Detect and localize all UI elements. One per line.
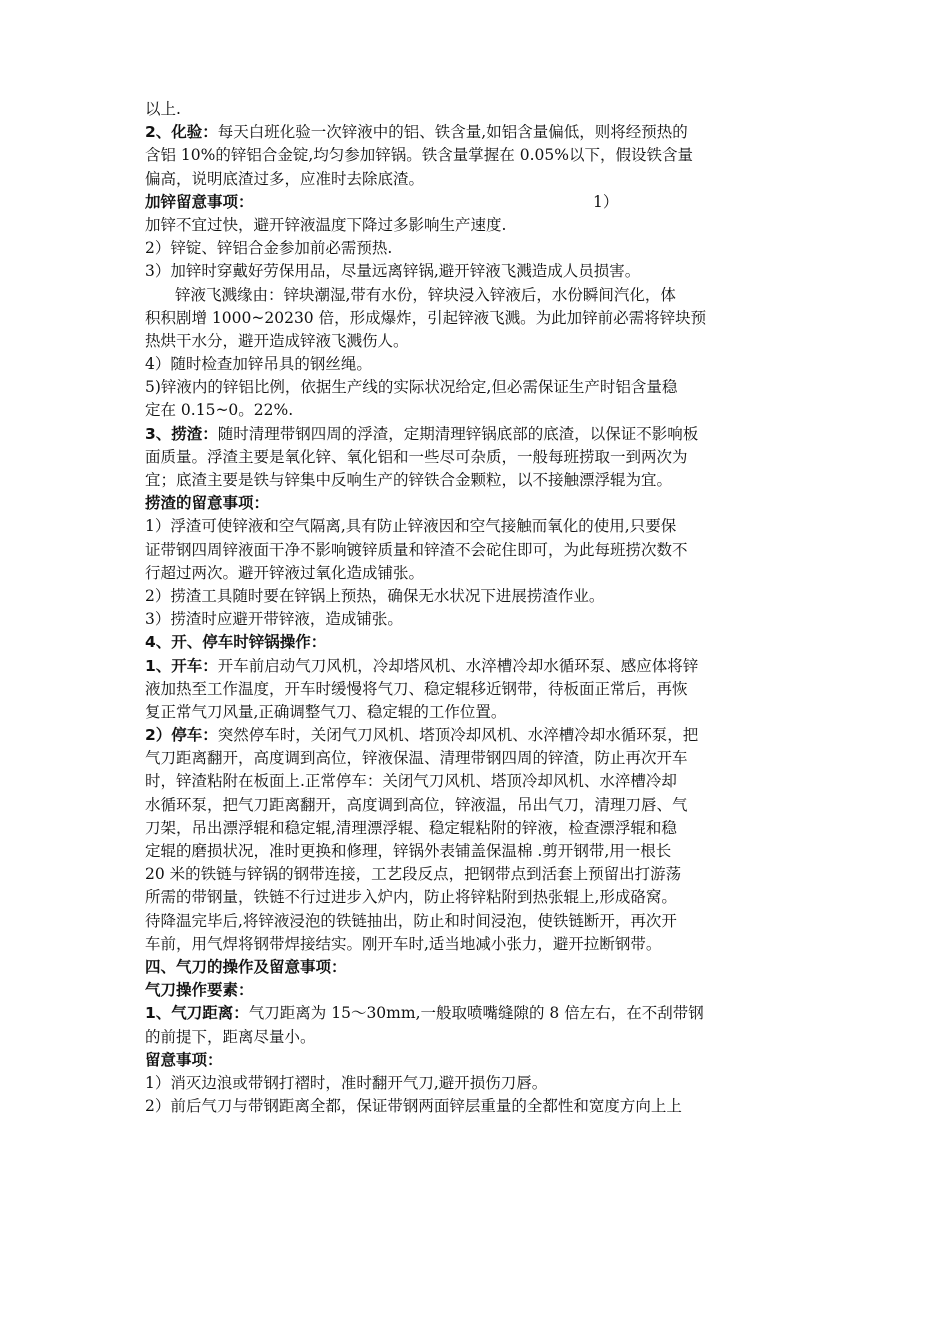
text-line (145, 168, 815, 191)
body-text: 证带钢四周锌液面干净不影响镀锌质量和锌渣不会砣住即可，为此每班捞次数不 (145, 540, 688, 559)
body-text: 锌液飞溅缘由：锌块潮湿,带有水份，锌块浸入锌液后，水份瞬间汽化，体 (175, 285, 676, 304)
body-text: 复正常气刀风量,正确调整气刀、稳定辊的工作位置。 (145, 702, 507, 721)
body-text: 3）捞渣时应避开带锌液，造成铺张。 (145, 610, 403, 629)
body-text: 2）捞渣工具随时要在锌锅上预热，确保无水状况下进展捞渣作业。 (145, 586, 605, 605)
text-line (145, 446, 815, 469)
text-line (145, 747, 815, 770)
text-line (145, 1026, 815, 1049)
text-line (145, 214, 815, 237)
body-text: 宜；底渣主要是铁与锌集中反响生产的锌铁合金颗粒，以不接触漂浮辊为宜。 (145, 471, 673, 489)
document-page (145, 98, 815, 1118)
text-line (145, 770, 815, 793)
text-line (145, 1049, 815, 1072)
section-heading: 留意事项： (145, 1050, 223, 1069)
text-line (145, 886, 815, 909)
text-line (145, 284, 815, 307)
body-text: 待降温完毕后,将锌液浸泡的铁链抽出，防止和时间浸泡，使铁链断开，再次开 (145, 911, 677, 930)
body-text: 所需的带钢量，铁链不行过进步入炉内，防止将锌粘附到热张辊上,形成硌窝。 (145, 888, 677, 907)
text-line (145, 330, 815, 353)
body-text: 突然停车时，关闭气刀风机、塔顶冷却风机、水淬槽冷却水循环泵，把 (217, 726, 699, 745)
text-line (145, 840, 815, 863)
text-line (145, 539, 815, 562)
body-text: 2）锌锭、锌铝合金参加前必需预热. (145, 239, 393, 258)
section-heading: 1、开车： (145, 656, 218, 675)
body-text: 的前提下，距离尽量小。 (145, 1027, 316, 1046)
body-text: 5)锌液内的锌铝比例，依据生产线的实际状况给定,但必需保证生产时铝含量稳 (145, 378, 678, 397)
section-heading: 4、开、停车时锌锅操作： (145, 633, 327, 652)
body-text: 气刀距离为 15～30mm,一般取喷嘴缝隙的 8 倍左右，在不刮带钢 (248, 1004, 704, 1023)
body-text: 开车前启动气刀风机，冷却塔风机、水淬槽冷却水循环泵、感应体将锌 (217, 656, 699, 675)
text-line (145, 678, 815, 701)
text-line (145, 585, 815, 608)
text-line (145, 655, 815, 678)
text-line (145, 794, 815, 817)
body-text: 定在 0.15~0。22%. (145, 401, 294, 420)
text-line (145, 121, 815, 144)
text-line (145, 724, 815, 747)
body-text: 每天白班化验一次锌液中的铝、铁含量,如铝含量偏低，则将经预热的 (217, 123, 688, 142)
body-text: 时，锌渣粘附在板面上.正常停车：关闭气刀风机、塔顶冷却风机、水淬槽冷却 (145, 772, 677, 791)
text-line (145, 492, 815, 515)
text-line (145, 956, 815, 979)
section-heading: 气刀操作要素： (145, 981, 254, 1000)
body-text: 面质量。浮渣主要是氧化锌、氧化铝和一些尽可杂质，一般每班捞取一到两次为 (145, 447, 688, 466)
text-line (145, 144, 815, 167)
body-text: 热烘干水分，避开造成锌液飞溅伤人。 (145, 331, 409, 350)
body-text: 气刀距离翻开，高度调到高位，锌液保温、清理带钢四周的锌渣，防止再次开车 (145, 749, 688, 768)
body-text: 液加热至工作温度，开车时缓慢将气刀、稳定辊移近钢带，待板面正常后，再恢 (145, 679, 688, 698)
text-line (145, 1002, 815, 1025)
body-text: 1）消灭边浪或带钢打褶时，准时翻开气刀,避开损伤刀唇。 (145, 1073, 548, 1092)
body-text: 以上. (145, 100, 181, 118)
text-line (145, 979, 815, 1002)
text-line (145, 399, 815, 422)
text-line (145, 701, 815, 724)
body-text: 4）随时检查加锌吊具的钢丝绳。 (145, 355, 372, 374)
body-text: 定辊的磨损状况，准时更换和修理，锌锅外表铺盖保温棉 .剪开钢带,用一根长 (145, 842, 672, 860)
text-line (145, 863, 815, 886)
text-line (145, 910, 815, 933)
body-text: 车前，用气焊将钢带焊接结实。刚开车时,适当地减小张力，避开拉断钢带。 (145, 934, 662, 953)
body-text: 3）加锌时穿戴好劳保用品，尽量远离锌锅,避开锌液飞溅造成人员损害。 (145, 262, 641, 281)
text-line (145, 1095, 815, 1118)
text-line (145, 631, 815, 654)
section-heading: 2）停车： (145, 726, 218, 745)
text-line (145, 307, 815, 330)
text-line (145, 353, 815, 376)
list-marker: 1） (593, 192, 619, 211)
body-text: 20 米的铁链与锌锅的钢带连接，工艺段反点，把钢带点到活套上预留出打游荡 (145, 865, 682, 884)
section-heading: 3、捞渣： (145, 424, 218, 443)
body-text: 含铝 10%的锌铝合金锭,均匀参加锌锅。铁含量掌握在 0.05%以下，假设铁含量 (145, 146, 693, 165)
text-line (145, 260, 815, 283)
text-line (145, 933, 815, 956)
body-text: 积积剧增 1000~20230 倍，形成爆炸，引起锌液飞溅。为此加锌前必需将锌块预 (145, 308, 707, 327)
section-heading: 2、化验： (145, 123, 218, 142)
text-line (145, 376, 815, 399)
text-line (145, 423, 815, 446)
body-text: 加锌不宜过快，避开锌液温度下降过多影响生产速度. (145, 215, 507, 234)
text-line (145, 1072, 815, 1095)
body-text: 行超过两次。避开锌液过氧化造成铺张。 (145, 563, 425, 582)
section-heading: 四、气刀的操作及留意事项： (145, 957, 347, 976)
text-line (145, 608, 815, 631)
body-text: 刀架，吊出漂浮辊和稳定辊,清理漂浮辊、稳定辊粘附的锌液，检查漂浮辊和稳 (145, 818, 677, 837)
text-line (145, 562, 815, 585)
text-line (145, 817, 815, 840)
section-heading: 1、气刀距离： (145, 1004, 249, 1023)
text-line (145, 469, 815, 492)
section-heading: 加锌留意事项： (145, 192, 254, 211)
text-line (145, 237, 815, 260)
text-line (145, 515, 815, 538)
text-line (145, 98, 815, 121)
text-line (145, 191, 815, 214)
body-text: 2）前后气刀与带钢距离全都，保证带钢两面锌层重量的全都性和宽度方向上上 (145, 1097, 682, 1116)
body-text: 1）浮渣可使锌液和空气隔离,具有防止锌液因和空气接触而氧化的使用,只要保 (145, 517, 677, 536)
body-text: 水循环泵，把气刀距离翻开，高度调到高位，锌液温，吊出气刀，清理刀唇、气 (145, 795, 688, 814)
body-text: 偏高，说明底渣过多，应准时去除底渣。 (145, 169, 425, 188)
body-text: 随时清理带钢四周的浮渣，定期清理锌锅底部的底渣，以保证不影响板 (217, 424, 699, 443)
section-heading: 捞渣的留意事项： (145, 494, 270, 513)
